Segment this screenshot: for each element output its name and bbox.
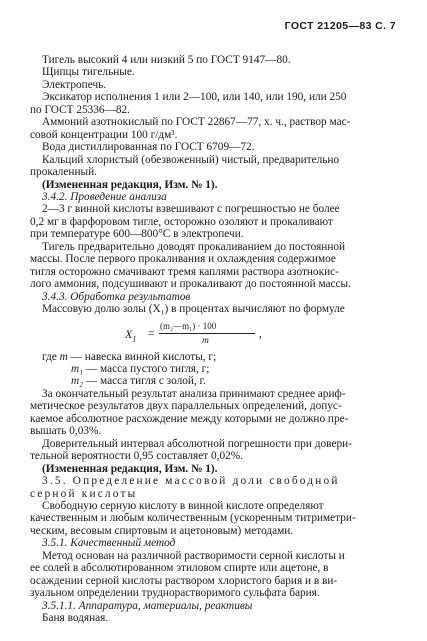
text-line: Эксикатор исполнения 1 или 2—100, или 140, или 190, или 250 [42, 91, 347, 104]
formula-equals: = [148, 327, 155, 340]
document-body [30, 54, 395, 624]
text-line: Электропечь. [42, 78, 107, 91]
text-line: тельной вероятности 0,95 составляет 0,02%. [30, 450, 244, 463]
text-line: 0,2 мг в фарфоровом тигле, осторожно озоляют и прокаливают [30, 215, 333, 228]
text-line: Щипцы тигельные. [42, 66, 135, 79]
text-line: метическое результатов двух параллельных определений, допус- [30, 400, 342, 413]
formula-comma: , [259, 327, 262, 340]
text-line: прокаленный. [30, 166, 97, 179]
fraction-bar [159, 333, 255, 334]
where-item: где m — навеска винной кислоты, г; [42, 350, 217, 363]
text-line: Тигель предварительно доводят прокаливанием до постоянной [42, 240, 346, 253]
text-line: вышать 0,03%. [30, 425, 102, 438]
where-item: m₂ — масса тигля с золой, г. [71, 375, 206, 388]
text-line: лого аммония, подсушивают и прокаливают до постоянной массы. [30, 278, 351, 291]
text-line: 2—3 г винной кислоты взвешивают с погрешностью не более [42, 203, 340, 216]
amendment-note: (Измененная редакция, Изм. № 1). [42, 462, 218, 475]
text-line: Тигель высокий 4 или низкий 5 по ГОСТ 9147—80. [42, 54, 291, 66]
text-line: Аммоний азотнокислый по ГОСТ 22867—77, х. ч., раствор мас- [42, 116, 351, 129]
text-line: Вода дистиллированная по ГОСТ 6709—72. [42, 141, 255, 154]
text-line: по ГОСТ 25336—82. [30, 103, 130, 116]
text-line: Метод основан на различной растворимости серной кислоты и [42, 549, 345, 562]
text-line: ее солей в абсолютированном этиловом спирте или ацетоне, в [30, 562, 329, 575]
section-heading: 3.5.1.1. Аппаратура, материалы, реактивы [42, 599, 253, 612]
text-line: За окончательный результат анализа принимают среднее ариф- [42, 387, 346, 400]
formula-numerator: (m₂—m₁) · 100 [160, 320, 217, 331]
section-heading: 3.5.1. Качественный метод [42, 537, 176, 550]
text-line: зуальном определении труднорастворимого сульфата бария. [30, 587, 320, 600]
text-line: при температуре 600—800°С в электропечи. [30, 228, 244, 241]
text-line: массы. После первого прокаливания и охлаждения содержимое [30, 253, 336, 266]
page-header: ГОСТ 21205—83 С. 7 [284, 20, 396, 32]
formula-denominator: m [202, 335, 209, 346]
where-item: m₁ — масса пустого тигля, г; [71, 362, 210, 375]
text-line: тигля осторожно смачивают тремя каплями раствора азотнокис- [30, 265, 339, 278]
text-line: Массовую долю золы (X₁) в процентах вычисляют по формуле [42, 303, 345, 316]
text-line: осаждении серной кислоты раствором хлористого бария и в ви- [30, 574, 338, 587]
amendment-note: (Измененная редакция, Изм. № 1). [42, 178, 218, 191]
formula-lhs: $X_1$ [125, 326, 137, 343]
section-heading: 3.4.3. Обработка результатов [42, 290, 191, 303]
section-heading: 3.5. Определение массовой доли свободной [42, 475, 340, 488]
text-line: качественным и любым количественным (ускоренным титриметри- [30, 512, 356, 525]
text-line: Доверительный интервал абсолютной погрешности при довери- [42, 437, 352, 450]
text-line: каемое абсолютное расхождение между которыми не должно пре- [30, 412, 349, 425]
text-line: совой концентрации 100 г/дм³. [30, 128, 178, 141]
ash-fraction-formula [30, 318, 395, 350]
text-line: Свободную серную кислоту в винной кислоте определяют [42, 499, 324, 512]
text-line: Кальций хлористый (обезвоженный) чистый, предварительно [42, 153, 340, 166]
text-line: Баня водяная. [42, 612, 109, 625]
text-line: ческим, весовым спиртовым и ацетоновым) методами. [30, 524, 294, 537]
section-heading: 3.4.2. Проведение анализа [42, 190, 167, 203]
section-heading: серной кислоты [30, 487, 138, 500]
